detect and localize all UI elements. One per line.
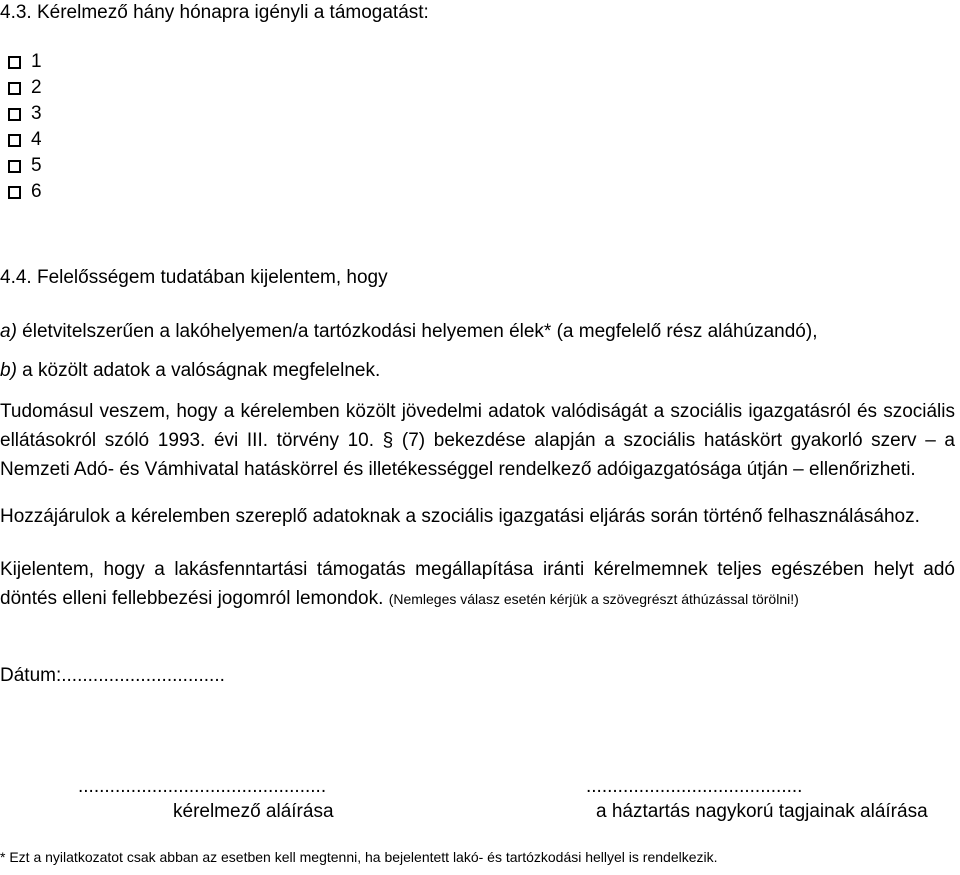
statement-a-marker: a)	[0, 321, 17, 342]
applicant-signature-line[interactable]: ...............................................	[78, 776, 327, 797]
checkbox-icon[interactable]	[8, 186, 21, 199]
checkbox-icon[interactable]	[8, 82, 21, 95]
acknowledgement-line-2: ellátásokról szóló 1993. évi III. törvény 10. § (7) bekezdése alapján a szociális hatáskört gyakorló szerv – a	[0, 430, 955, 451]
date-field[interactable]	[0, 665, 225, 687]
month-option-label: 5	[31, 155, 42, 176]
month-option-3[interactable]	[8, 103, 42, 125]
checkbox-icon[interactable]	[8, 134, 21, 147]
month-option-6[interactable]	[8, 181, 42, 203]
consent-paragraph: Hozzájárulok a kérelemben szereplő adatoknak a szociális igazgatási eljárás során történő felhasználásához.	[0, 506, 920, 527]
statement-a-text: életvitelszerűen a lakóhelyemen/a tartózkodási helyemen élek* (a megfelelő rész aláhúzandó),	[16, 321, 818, 342]
statement-b-text: a közölt adatok a valóságnak megfelelnek.	[16, 360, 381, 381]
acknowledgement-line-1: Tudomásul veszem, hogy a kérelemben közölt jövedelmi adatok valódiságát a szociális igazgatásról és szociális	[0, 401, 955, 422]
month-option-4[interactable]	[8, 129, 42, 151]
footnote: * Ezt a nyilatkozatot csak abban az esetben kell megtenni, ha bejelentett lakó- és tartózkodási hellyel is rendelkezik.	[0, 849, 718, 865]
section-4-4-title: 4.4. Felelősségem tudatában kijelentem, hogy	[0, 267, 388, 288]
month-option-label: 2	[31, 77, 42, 98]
month-option-label: 4	[31, 129, 42, 150]
checkbox-icon[interactable]	[8, 160, 21, 173]
date-label: Dátum:	[0, 665, 62, 686]
month-option-label: 6	[31, 181, 42, 202]
section-4-3-title: 4.3. Kérelmező hány hónapra igényli a támogatást:	[0, 2, 429, 23]
household-signature-label: a háztartás nagykorú tagjainak aláírása	[596, 801, 928, 822]
month-option-label: 3	[31, 103, 42, 124]
month-option-2[interactable]	[8, 77, 42, 99]
acknowledgement-line-3: Nemzeti Adó- és Vámhivatal hatáskörrel és illetékességgel rendelkező adóigazgatósága útján – ellenőrizheti.	[0, 459, 916, 480]
applicant-signature-label: kérelmező aláírása	[173, 801, 334, 822]
statement-b-marker: b)	[0, 360, 17, 381]
statement-a	[0, 321, 817, 343]
statement-b	[0, 360, 380, 382]
acknowledgement-paragraph	[0, 397, 955, 484]
month-option-1[interactable]	[8, 51, 42, 73]
date-dots[interactable]: ...............................	[61, 665, 225, 686]
checkbox-icon[interactable]	[8, 108, 21, 121]
waiver-paragraph	[0, 555, 955, 614]
month-option-label: 1	[31, 51, 42, 72]
waiver-line-2-text: döntés elleni fellebbezési jogomról lemondok.	[0, 588, 389, 609]
waiver-line-1: Kijelentem, hogy a lakásfenntartási támogatás megállapítása iránti kérelmemnek teljes egészében helyt adó	[0, 559, 955, 580]
month-option-5[interactable]	[8, 155, 42, 177]
household-signature-line[interactable]: .........................................	[586, 776, 803, 797]
waiver-note: (Nemleges válasz esetén kérjük a szövegrészt áthúzással törölni!)	[388, 591, 799, 607]
waiver-line-2	[0, 584, 955, 614]
checkbox-icon[interactable]	[8, 56, 21, 69]
